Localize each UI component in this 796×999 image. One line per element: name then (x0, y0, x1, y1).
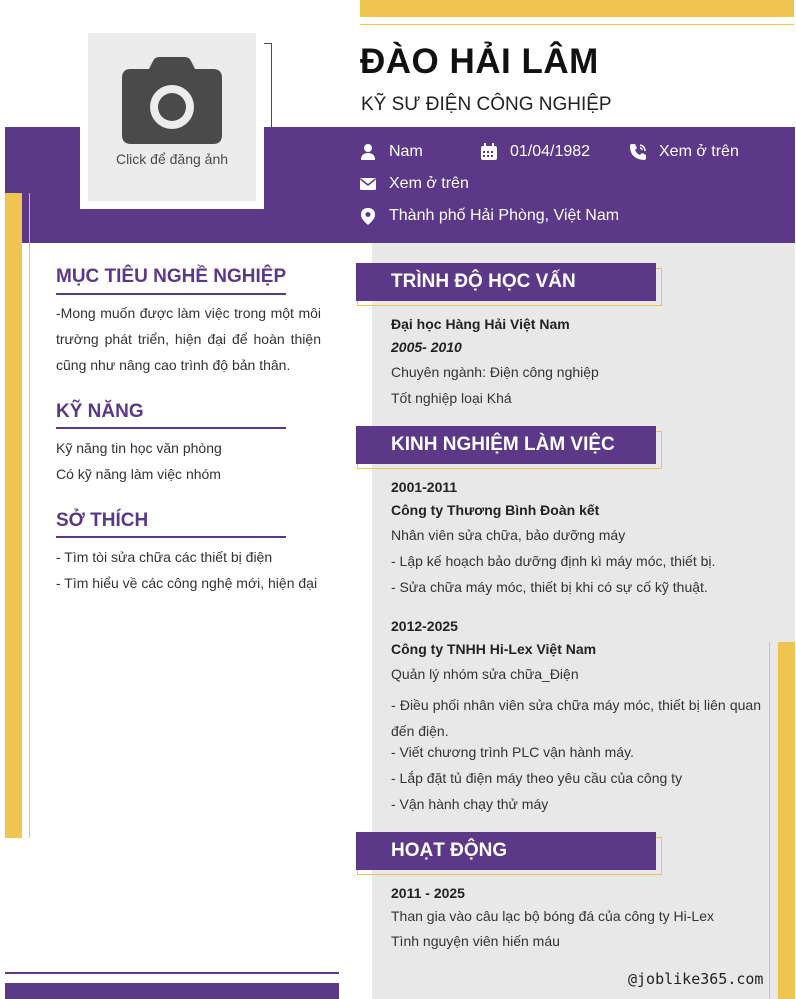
top-accent-line (360, 24, 794, 25)
job-role: Nhân viên sửa chữa, bảo dưỡng máy (391, 527, 626, 543)
job-title: KỸ SƯ ĐIỆN CÔNG NGHIỆP (361, 94, 612, 115)
education-heading: TRÌNH ĐỘ HỌC VẤN (356, 263, 656, 301)
hobbies-heading: SỞ THÍCH (56, 510, 149, 531)
skill-item: Kỹ năng tin học văn phòng (56, 440, 222, 456)
skills-heading: KỸ NĂNG (56, 401, 144, 422)
education-period: 2005- 2010 (391, 339, 462, 355)
contact-dob (480, 143, 590, 161)
activity-period: 2011 - 2025 (391, 885, 465, 901)
location-pin-icon (359, 207, 377, 225)
experience-heading: KINH NGHIỆM LÀM VIỆC (356, 426, 656, 464)
job-task: - Sửa chữa máy móc, thiết bị khi có sự cố kỹ thuật. (391, 579, 708, 595)
activity-item: Tình nguyện viên hiến máu (391, 933, 560, 949)
objective-text: -Mong muốn được làm việc trong một môi trường phát triển, hiện đại để hoàn thiện cũng như nâng cao trình độ bản thân. (56, 305, 321, 373)
photo-caption: Click để đăng ảnh (115, 151, 229, 167)
job-task: - Lập kế hoạch bảo dưỡng định kì máy móc, thiết bị. (391, 553, 716, 569)
hobbies-divider (56, 536, 286, 538)
contact-address (359, 207, 619, 225)
photo-upload[interactable] (88, 33, 256, 201)
user-icon (359, 143, 377, 161)
skills-list (56, 435, 222, 487)
job-period: 2001-2011 (391, 479, 458, 495)
job-period: 2012-2025 (391, 618, 458, 634)
skills-divider (56, 427, 286, 429)
hobbies-list (56, 544, 317, 596)
skill-item: Có kỹ năng làm việc nhóm (56, 466, 221, 482)
right-accent-bar (778, 642, 795, 999)
contact-email (359, 175, 469, 193)
bottom-accent-line (5, 972, 339, 974)
envelope-icon (359, 175, 377, 193)
education-grade: Tốt nghiệp loại Khá (391, 390, 512, 406)
contact-gender (359, 143, 423, 161)
hobby-item: - Tìm tòi sửa chữa các thiết bị điện (56, 549, 273, 565)
activities-heading: HOẠT ĐỘNG (356, 832, 656, 870)
left-accent-line (29, 193, 30, 838)
gender-value: Nam (389, 143, 423, 160)
education-school: Đại học Hàng Hải Việt Nam (391, 316, 570, 332)
job-company: Công ty Thương Bình Đoàn kết (391, 502, 600, 518)
job-task: - Lắp đặt tủ điện máy theo yêu cầu của công ty (391, 770, 683, 786)
phone-value: Xem ở trên (659, 143, 739, 160)
left-accent-bar (5, 193, 22, 838)
camera-icon (121, 57, 223, 145)
top-accent-bar (360, 0, 794, 17)
activity-item: Than gia vào câu lạc bộ bóng đá của công ty Hi-Lex (391, 908, 714, 924)
address-value: Thành phố Hải Phòng, Việt Nam (389, 207, 620, 224)
email-value: Xem ở trên (389, 175, 469, 192)
bottom-accent-bar (5, 983, 339, 999)
job-role: Quản lý nhóm sửa chữa_Điện (391, 666, 579, 682)
contact-phone (629, 143, 739, 161)
education-major: Chuyên ngành: Điện công nghiệp (391, 364, 599, 380)
right-accent-line (769, 642, 770, 999)
hobby-item: - Tìm hiểu về các công nghệ mới, hiện đại (56, 575, 318, 591)
dob-value: 01/04/1982 (510, 143, 591, 160)
job-task: - Điều phối nhân viên sửa chữa máy móc, thiết bị liên quan đến điện. (391, 697, 761, 739)
job-task: - Viết chương trình PLC vận hành máy. (391, 744, 634, 760)
watermark: @joblike365.com (628, 970, 764, 988)
objective-heading: MỤC TIÊU NGHỀ NGHIỆP (56, 266, 287, 287)
objective-divider (56, 293, 286, 295)
calendar-icon (480, 143, 498, 161)
job-company: Công ty TNHH Hi-Lex Việt Nam (391, 641, 597, 657)
phone-icon (629, 143, 647, 161)
candidate-name: ĐÀO HẢI LÂM (360, 42, 599, 81)
job-task: - Vận hành chạy thử máy (391, 796, 549, 812)
